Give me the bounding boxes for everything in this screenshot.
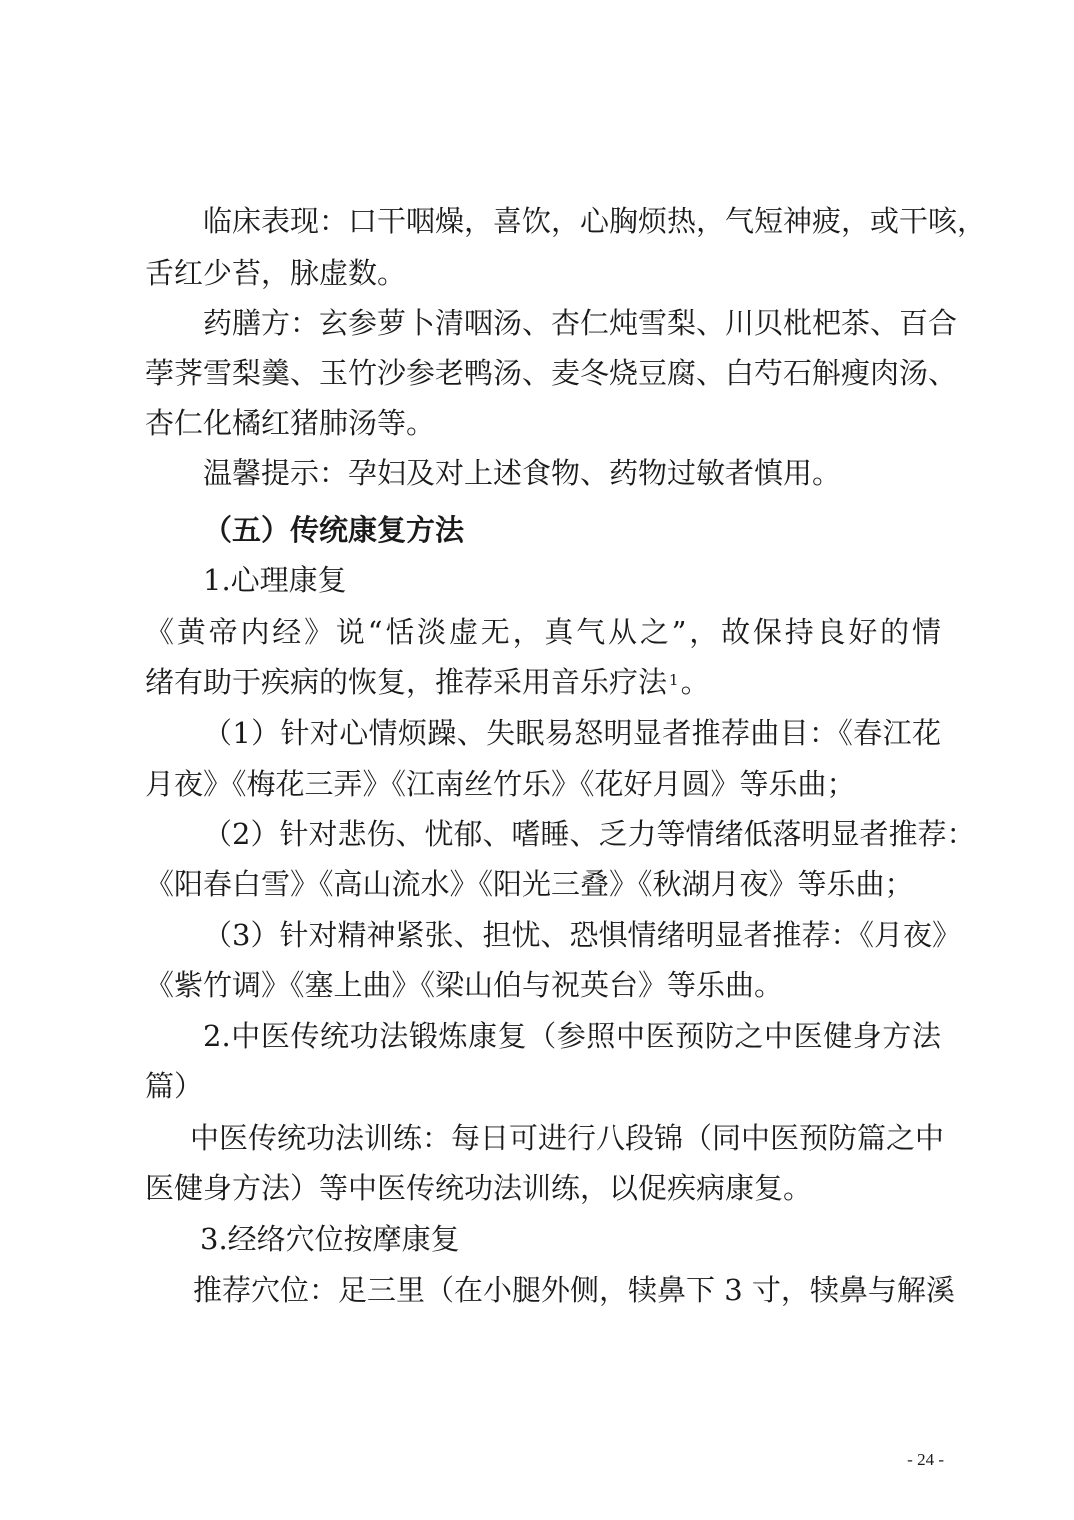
music-item-1-line-1: （1）针对心情烦躁、失眠易怒明显者推荐曲目：《春江花 [203,716,941,750]
exercise-para-line-2: 医健身方法）等中医传统功法训练，以促疾病康复。 [145,1171,813,1205]
warm-tip: 温馨提示：孕妇及对上述食物、药物过敏者慎用。 [203,456,842,490]
recipes-line-3: 杏仁化橘红猪肺汤等。 [145,406,436,440]
psychology-para-line-1: 《黄帝内经》说“恬淡虚无，真气从之”，故保持良好的情 [145,615,941,649]
clinical-line-2: 舌红少苔，脉虚数。 [145,256,407,290]
page-number: - 24 - [907,1450,944,1469]
subheading-exercise-line-2: 篇） [145,1069,204,1103]
section-heading: （五）传统康复方法 [203,513,465,547]
music-item-1-line-2: 月夜》《梅花三弄》《江南丝竹乐》《花好月圆》等乐曲； [145,767,856,801]
music-item-2-line-2: 《阳春白雪》《高山流水》《阳光三叠》《秋湖月夜》等乐曲； [145,867,914,901]
exercise-para-line-1: 中医传统功法训练：每日可进行八段锦（同中医预防篇之中 [190,1121,945,1155]
subheading-psychology: 1.心理康复 [203,563,347,597]
subheading-exercise-line-1: 2.中医传统功法锻炼康复（参照中医预防之中医健身方法 [203,1019,941,1053]
clinical-line-1: 临床表现：口干咽燥，喜饮，心胸烦热，气短神疲，或干咳， [203,204,987,238]
acupoint-para-line-1: 推荐穴位：足三里（在小腿外侧，犊鼻下 3 寸，犊鼻与解溪 [193,1273,955,1307]
music-item-2-line-1: （2）针对悲伤、忧郁、嗜睡、乏力等情绪低落明显者推荐： [203,817,976,851]
psychology-para-text: 绪有助于疾病的恢复，推荐采用音乐疗法 [145,665,668,699]
music-item-3-line-1: （3）针对精神紧张、担忧、恐惧情绪明显者推荐：《月夜》 [203,918,961,952]
psychology-para-end: 。 [680,665,710,699]
footnote-marker: 1 [669,671,679,689]
psychology-para-line-2 [145,662,710,702]
recipes-line-1: 药膳方：玄参萝卜清咽汤、杏仁炖雪梨、川贝枇杷茶、百合 [203,306,958,340]
recipes-line-2: 荸荠雪梨羹、玉竹沙参老鸭汤、麦冬烧豆腐、白芍石斛瘦肉汤、 [145,356,958,390]
music-item-3-line-2: 《紫竹调》《塞上曲》《梁山伯与祝英台》等乐曲。 [145,968,784,1002]
subheading-acupoint: 3.经络穴位按摩康复 [200,1222,460,1256]
